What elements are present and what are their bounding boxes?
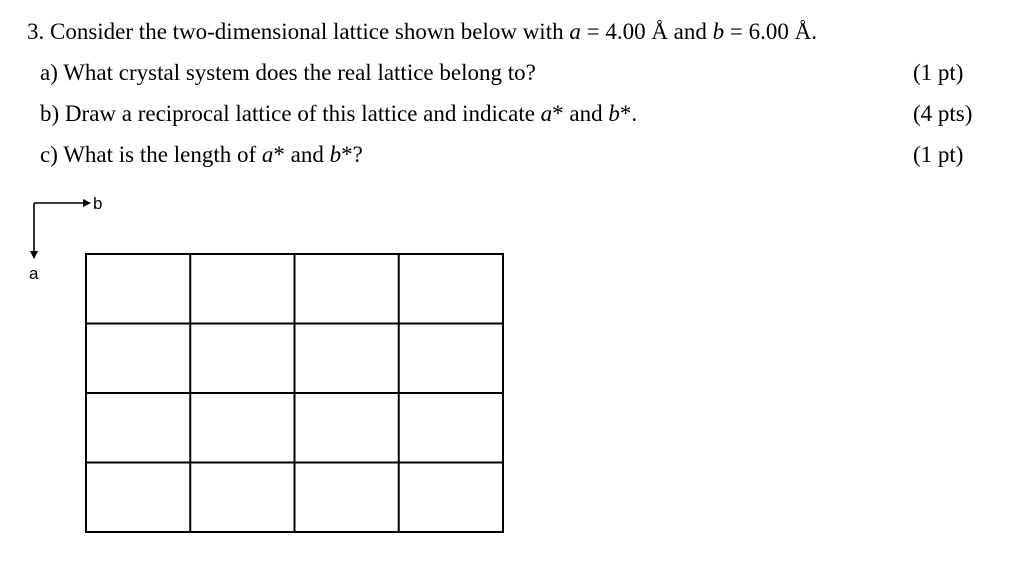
part-a-points: (1 pt) [913,60,964,85]
part-b-mid: * and [552,101,603,126]
axis-indicator [29,194,102,283]
part-b-text: Draw a reciprocal lattice of this lattice and indicate [64,101,535,126]
question-number: 3. [27,19,45,44]
part-c-sym1: a [261,142,274,167]
part-c-points: (1 pt) [913,142,964,167]
a-value: = 4.00 Å and [586,19,707,44]
b-value: = 6.00 Å. [729,19,817,44]
a-symbol: a [569,19,581,44]
part-b-label: b) [40,101,60,126]
part-b-end: *. [619,101,638,126]
part-c-end: *? [341,142,363,167]
part-c-label: c) [40,142,58,167]
part-c-sym2: b [329,142,342,167]
part-a-text: What crystal system does the real lattice belong to? [63,60,536,85]
a-axis-label: a [29,264,39,283]
part-a-label: a) [40,60,58,85]
lattice-grid [86,254,503,532]
part-b-sym1: a [540,101,553,126]
b-axis-label: b [93,194,103,213]
part-c-mid: * and [273,142,324,167]
part-b-points: (4 pts) [913,101,973,126]
b-symbol: b [712,19,725,44]
part-b-sym2: b [608,101,620,126]
question-intro: Consider the two-dimensional lattice shown below with [50,19,564,44]
part-c-text: What is the length of [63,142,257,167]
